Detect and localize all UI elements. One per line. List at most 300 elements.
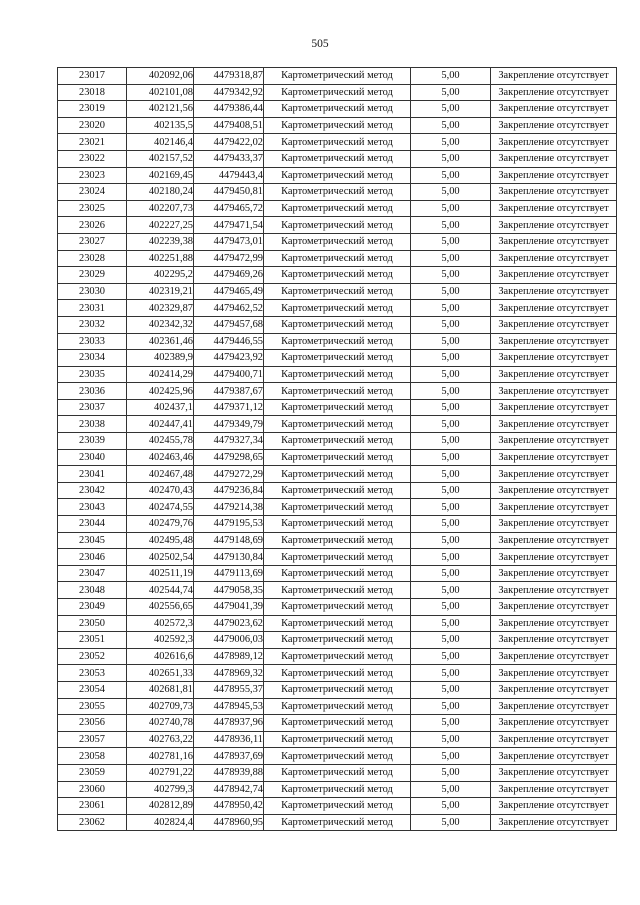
method-cell: Картометрический метод	[264, 482, 411, 499]
accuracy-cell: 5,00	[411, 698, 491, 715]
point-number-cell: 23017	[58, 68, 127, 85]
y-coordinate-cell: 4478989,12	[194, 648, 264, 665]
x-coordinate-cell: 402709,73	[127, 698, 194, 715]
method-cell: Картометрический метод	[264, 599, 411, 616]
point-number-cell: 23037	[58, 399, 127, 416]
y-coordinate-cell: 4478942,74	[194, 781, 264, 798]
coordinates-table	[57, 67, 617, 831]
y-coordinate-cell: 4479471,54	[194, 217, 264, 234]
point-number-cell: 23026	[58, 217, 127, 234]
table-row	[58, 416, 617, 433]
method-cell: Картометрический метод	[264, 814, 411, 831]
point-number-cell: 23059	[58, 764, 127, 781]
fixing-description-cell: Закрепление отсутствует	[491, 781, 617, 798]
fixing-description-cell: Закрепление отсутствует	[491, 233, 617, 250]
fixing-description-cell: Закрепление отсутствует	[491, 250, 617, 267]
table-row	[58, 366, 617, 383]
fixing-description-cell: Закрепление отсутствует	[491, 764, 617, 781]
method-cell: Картометрический метод	[264, 516, 411, 533]
fixing-description-cell: Закрепление отсутствует	[491, 200, 617, 217]
table-row	[58, 615, 617, 632]
y-coordinate-cell: 4479214,38	[194, 499, 264, 516]
point-number-cell: 23033	[58, 333, 127, 350]
point-number-cell: 23049	[58, 599, 127, 616]
method-cell: Картометрический метод	[264, 781, 411, 798]
accuracy-cell: 5,00	[411, 482, 491, 499]
y-coordinate-cell: 4479462,52	[194, 300, 264, 317]
method-cell: Картометрический метод	[264, 117, 411, 134]
table-row	[58, 814, 617, 831]
point-number-cell: 23029	[58, 267, 127, 284]
accuracy-cell: 5,00	[411, 383, 491, 400]
method-cell: Картометрический метод	[264, 184, 411, 201]
y-coordinate-cell: 4479465,72	[194, 200, 264, 217]
method-cell: Картометрический метод	[264, 449, 411, 466]
x-coordinate-cell: 402824,4	[127, 814, 194, 831]
method-cell: Картометрический метод	[264, 715, 411, 732]
fixing-description-cell: Закрепление отсутствует	[491, 449, 617, 466]
method-cell: Картометрический метод	[264, 532, 411, 549]
point-number-cell: 23050	[58, 615, 127, 632]
accuracy-cell: 5,00	[411, 150, 491, 167]
accuracy-cell: 5,00	[411, 350, 491, 367]
point-number-cell: 23022	[58, 150, 127, 167]
fixing-description-cell: Закрепление отсутствует	[491, 300, 617, 317]
x-coordinate-cell: 402361,46	[127, 333, 194, 350]
fixing-description-cell: Закрепление отсутствует	[491, 366, 617, 383]
fixing-description-cell: Закрепление отсутствует	[491, 184, 617, 201]
y-coordinate-cell: 4479408,51	[194, 117, 264, 134]
x-coordinate-cell: 402092,06	[127, 68, 194, 85]
point-number-cell: 23032	[58, 316, 127, 333]
x-coordinate-cell: 402740,78	[127, 715, 194, 732]
table-row	[58, 549, 617, 566]
x-coordinate-cell: 402227,25	[127, 217, 194, 234]
accuracy-cell: 5,00	[411, 814, 491, 831]
accuracy-cell: 5,00	[411, 599, 491, 616]
fixing-description-cell: Закрепление отсутствует	[491, 665, 617, 682]
method-cell: Картометрический метод	[264, 217, 411, 234]
y-coordinate-cell: 4479130,84	[194, 549, 264, 566]
method-cell: Картометрический метод	[264, 565, 411, 582]
point-number-cell: 23047	[58, 565, 127, 582]
point-number-cell: 23039	[58, 433, 127, 450]
table-row	[58, 565, 617, 582]
fixing-description-cell: Закрепление отсутствует	[491, 516, 617, 533]
y-coordinate-cell: 4479371,12	[194, 399, 264, 416]
x-coordinate-cell: 402470,43	[127, 482, 194, 499]
table-row	[58, 333, 617, 350]
point-number-cell: 23027	[58, 233, 127, 250]
method-cell: Картометрический метод	[264, 333, 411, 350]
y-coordinate-cell: 4479148,69	[194, 532, 264, 549]
table-row	[58, 681, 617, 698]
fixing-description-cell: Закрепление отсутствует	[491, 283, 617, 300]
method-cell: Картометрический метод	[264, 748, 411, 765]
x-coordinate-cell: 402135,5	[127, 117, 194, 134]
accuracy-cell: 5,00	[411, 117, 491, 134]
accuracy-cell: 5,00	[411, 366, 491, 383]
fixing-description-cell: Закрепление отсутствует	[491, 399, 617, 416]
x-coordinate-cell: 402616,6	[127, 648, 194, 665]
accuracy-cell: 5,00	[411, 731, 491, 748]
accuracy-cell: 5,00	[411, 565, 491, 582]
y-coordinate-cell: 4479457,68	[194, 316, 264, 333]
method-cell: Картометрический метод	[264, 499, 411, 516]
table-row	[58, 184, 617, 201]
method-cell: Картометрический метод	[264, 648, 411, 665]
accuracy-cell: 5,00	[411, 200, 491, 217]
x-coordinate-cell: 402572,3	[127, 615, 194, 632]
fixing-description-cell: Закрепление отсутствует	[491, 615, 617, 632]
accuracy-cell: 5,00	[411, 715, 491, 732]
table-row	[58, 781, 617, 798]
fixing-description-cell: Закрепление отсутствует	[491, 150, 617, 167]
x-coordinate-cell: 402121,56	[127, 101, 194, 118]
table-row	[58, 267, 617, 284]
x-coordinate-cell: 402763,22	[127, 731, 194, 748]
table-row	[58, 233, 617, 250]
method-cell: Картометрический метод	[264, 316, 411, 333]
table-row	[58, 449, 617, 466]
method-cell: Картометрический метод	[264, 150, 411, 167]
y-coordinate-cell: 4478945,53	[194, 698, 264, 715]
y-coordinate-cell: 4478937,69	[194, 748, 264, 765]
table-row	[58, 482, 617, 499]
method-cell: Картометрический метод	[264, 798, 411, 815]
x-coordinate-cell: 402207,73	[127, 200, 194, 217]
table-row	[58, 101, 617, 118]
point-number-cell: 23057	[58, 731, 127, 748]
table-row	[58, 715, 617, 732]
y-coordinate-cell: 4479327,34	[194, 433, 264, 450]
accuracy-cell: 5,00	[411, 516, 491, 533]
accuracy-cell: 5,00	[411, 582, 491, 599]
x-coordinate-cell: 402495,48	[127, 532, 194, 549]
y-coordinate-cell: 4479443,4	[194, 167, 264, 184]
x-coordinate-cell: 402146,4	[127, 134, 194, 151]
table-row	[58, 798, 617, 815]
accuracy-cell: 5,00	[411, 632, 491, 649]
x-coordinate-cell: 402791,22	[127, 764, 194, 781]
accuracy-cell: 5,00	[411, 101, 491, 118]
table-row	[58, 433, 617, 450]
y-coordinate-cell: 4479473,01	[194, 233, 264, 250]
table-row	[58, 350, 617, 367]
fixing-description-cell: Закрепление отсутствует	[491, 217, 617, 234]
point-number-cell: 23020	[58, 117, 127, 134]
table-row	[58, 150, 617, 167]
accuracy-cell: 5,00	[411, 449, 491, 466]
table-row	[58, 250, 617, 267]
x-coordinate-cell: 402474,55	[127, 499, 194, 516]
accuracy-cell: 5,00	[411, 648, 491, 665]
y-coordinate-cell: 4478937,96	[194, 715, 264, 732]
point-number-cell: 23030	[58, 283, 127, 300]
table-row	[58, 665, 617, 682]
y-coordinate-cell: 4479058,35	[194, 582, 264, 599]
y-coordinate-cell: 4478955,37	[194, 681, 264, 698]
table-row	[58, 84, 617, 101]
method-cell: Картометрический метод	[264, 134, 411, 151]
accuracy-cell: 5,00	[411, 300, 491, 317]
point-number-cell: 23021	[58, 134, 127, 151]
fixing-description-cell: Закрепление отсутствует	[491, 632, 617, 649]
fixing-description-cell: Закрепление отсутствует	[491, 731, 617, 748]
point-number-cell: 23018	[58, 84, 127, 101]
point-number-cell: 23060	[58, 781, 127, 798]
point-number-cell: 23040	[58, 449, 127, 466]
accuracy-cell: 5,00	[411, 283, 491, 300]
y-coordinate-cell: 4479349,79	[194, 416, 264, 433]
table-row	[58, 217, 617, 234]
table-row	[58, 316, 617, 333]
point-number-cell: 23044	[58, 516, 127, 533]
accuracy-cell: 5,00	[411, 167, 491, 184]
x-coordinate-cell: 402812,89	[127, 798, 194, 815]
y-coordinate-cell: 4479450,81	[194, 184, 264, 201]
point-number-cell: 23053	[58, 665, 127, 682]
table-row	[58, 466, 617, 483]
accuracy-cell: 5,00	[411, 433, 491, 450]
fixing-description-cell: Закрепление отсутствует	[491, 466, 617, 483]
fixing-description-cell: Закрепление отсутствует	[491, 798, 617, 815]
x-coordinate-cell: 402319,21	[127, 283, 194, 300]
accuracy-cell: 5,00	[411, 764, 491, 781]
fixing-description-cell: Закрепление отсутствует	[491, 68, 617, 85]
accuracy-cell: 5,00	[411, 68, 491, 85]
y-coordinate-cell: 4479446,55	[194, 333, 264, 350]
y-coordinate-cell: 4478950,42	[194, 798, 264, 815]
accuracy-cell: 5,00	[411, 416, 491, 433]
x-coordinate-cell: 402455,78	[127, 433, 194, 450]
point-number-cell: 23042	[58, 482, 127, 499]
method-cell: Картометрический метод	[264, 350, 411, 367]
y-coordinate-cell: 4479236,84	[194, 482, 264, 499]
x-coordinate-cell: 402425,96	[127, 383, 194, 400]
accuracy-cell: 5,00	[411, 681, 491, 698]
method-cell: Картометрический метод	[264, 433, 411, 450]
accuracy-cell: 5,00	[411, 798, 491, 815]
accuracy-cell: 5,00	[411, 84, 491, 101]
fixing-description-cell: Закрепление отсутствует	[491, 532, 617, 549]
method-cell: Картометрический метод	[264, 466, 411, 483]
table-row	[58, 117, 617, 134]
accuracy-cell: 5,00	[411, 549, 491, 566]
table-row	[58, 748, 617, 765]
method-cell: Картометрический метод	[264, 416, 411, 433]
point-number-cell: 23055	[58, 698, 127, 715]
y-coordinate-cell: 4479113,69	[194, 565, 264, 582]
x-coordinate-cell: 402651,33	[127, 665, 194, 682]
fixing-description-cell: Закрепление отсутствует	[491, 333, 617, 350]
point-number-cell: 23056	[58, 715, 127, 732]
fixing-description-cell: Закрепление отсутствует	[491, 681, 617, 698]
y-coordinate-cell: 4479387,67	[194, 383, 264, 400]
method-cell: Картометрический метод	[264, 68, 411, 85]
fixing-description-cell: Закрепление отсутствует	[491, 499, 617, 516]
method-cell: Картометрический метод	[264, 582, 411, 599]
table-row	[58, 532, 617, 549]
point-number-cell: 23031	[58, 300, 127, 317]
table-row	[58, 399, 617, 416]
point-number-cell: 23034	[58, 350, 127, 367]
fixing-description-cell: Закрепление отсутствует	[491, 350, 617, 367]
table-row	[58, 516, 617, 533]
table-row	[58, 283, 617, 300]
x-coordinate-cell: 402295,2	[127, 267, 194, 284]
table-row	[58, 698, 617, 715]
x-coordinate-cell: 402544,74	[127, 582, 194, 599]
page-number: 505	[311, 38, 329, 50]
x-coordinate-cell: 402463,46	[127, 449, 194, 466]
point-number-cell: 23025	[58, 200, 127, 217]
y-coordinate-cell: 4479298,65	[194, 449, 264, 466]
x-coordinate-cell: 402251,88	[127, 250, 194, 267]
accuracy-cell: 5,00	[411, 399, 491, 416]
x-coordinate-cell: 402180,24	[127, 184, 194, 201]
accuracy-cell: 5,00	[411, 134, 491, 151]
y-coordinate-cell: 4479006,03	[194, 632, 264, 649]
fixing-description-cell: Закрепление отсутствует	[491, 565, 617, 582]
coordinates-table-body	[58, 68, 617, 831]
point-number-cell: 23052	[58, 648, 127, 665]
point-number-cell: 23023	[58, 167, 127, 184]
method-cell: Картометрический метод	[264, 549, 411, 566]
x-coordinate-cell: 402781,16	[127, 748, 194, 765]
x-coordinate-cell: 402157,52	[127, 150, 194, 167]
fixing-description-cell: Закрепление отсутствует	[491, 433, 617, 450]
y-coordinate-cell: 4479465,49	[194, 283, 264, 300]
x-coordinate-cell: 402502,54	[127, 549, 194, 566]
accuracy-cell: 5,00	[411, 781, 491, 798]
point-number-cell: 23019	[58, 101, 127, 118]
table-row	[58, 68, 617, 85]
point-number-cell: 23062	[58, 814, 127, 831]
point-number-cell: 23028	[58, 250, 127, 267]
point-number-cell: 23051	[58, 632, 127, 649]
table-row	[58, 731, 617, 748]
method-cell: Картометрический метод	[264, 731, 411, 748]
point-number-cell: 23046	[58, 549, 127, 566]
x-coordinate-cell: 402799,3	[127, 781, 194, 798]
point-number-cell: 23045	[58, 532, 127, 549]
x-coordinate-cell: 402239,38	[127, 233, 194, 250]
method-cell: Картометрический метод	[264, 399, 411, 416]
method-cell: Картометрический метод	[264, 267, 411, 284]
point-number-cell: 23038	[58, 416, 127, 433]
fixing-description-cell: Закрепление отсутствует	[491, 84, 617, 101]
table-row	[58, 383, 617, 400]
x-coordinate-cell: 402329,87	[127, 300, 194, 317]
method-cell: Картометрический метод	[264, 665, 411, 682]
y-coordinate-cell: 4479400,71	[194, 366, 264, 383]
x-coordinate-cell: 402511,19	[127, 565, 194, 582]
fixing-description-cell: Закрепление отсутствует	[491, 134, 617, 151]
accuracy-cell: 5,00	[411, 665, 491, 682]
fixing-description-cell: Закрепление отсутствует	[491, 117, 617, 134]
table-row	[58, 648, 617, 665]
accuracy-cell: 5,00	[411, 250, 491, 267]
x-coordinate-cell: 402437,1	[127, 399, 194, 416]
y-coordinate-cell: 4479272,29	[194, 466, 264, 483]
accuracy-cell: 5,00	[411, 532, 491, 549]
point-number-cell: 23043	[58, 499, 127, 516]
fixing-description-cell: Закрепление отсутствует	[491, 482, 617, 499]
accuracy-cell: 5,00	[411, 499, 491, 516]
table-row	[58, 200, 617, 217]
y-coordinate-cell: 4479195,53	[194, 516, 264, 533]
method-cell: Картометрический метод	[264, 764, 411, 781]
y-coordinate-cell: 4478936,11	[194, 731, 264, 748]
method-cell: Картометрический метод	[264, 233, 411, 250]
y-coordinate-cell: 4478969,32	[194, 665, 264, 682]
method-cell: Картометрический метод	[264, 250, 411, 267]
x-coordinate-cell: 402414,29	[127, 366, 194, 383]
fixing-description-cell: Закрепление отсутствует	[491, 715, 617, 732]
method-cell: Картометрический метод	[264, 200, 411, 217]
x-coordinate-cell: 402556,65	[127, 599, 194, 616]
y-coordinate-cell: 4478960,95	[194, 814, 264, 831]
method-cell: Картометрический метод	[264, 84, 411, 101]
x-coordinate-cell: 402681,81	[127, 681, 194, 698]
accuracy-cell: 5,00	[411, 333, 491, 350]
x-coordinate-cell: 402592,3	[127, 632, 194, 649]
fixing-description-cell: Закрепление отсутствует	[491, 316, 617, 333]
fixing-description-cell: Закрепление отсутствует	[491, 167, 617, 184]
table-row	[58, 499, 617, 516]
y-coordinate-cell: 4479422,02	[194, 134, 264, 151]
method-cell: Картометрический метод	[264, 101, 411, 118]
x-coordinate-cell: 402342,32	[127, 316, 194, 333]
accuracy-cell: 5,00	[411, 233, 491, 250]
method-cell: Картометрический метод	[264, 283, 411, 300]
fixing-description-cell: Закрепление отсутствует	[491, 549, 617, 566]
fixing-description-cell: Закрепление отсутствует	[491, 267, 617, 284]
accuracy-cell: 5,00	[411, 217, 491, 234]
x-coordinate-cell: 402389,9	[127, 350, 194, 367]
fixing-description-cell: Закрепление отсутствует	[491, 383, 617, 400]
point-number-cell: 23035	[58, 366, 127, 383]
method-cell: Картометрический метод	[264, 698, 411, 715]
table-row	[58, 300, 617, 317]
y-coordinate-cell: 4479041,39	[194, 599, 264, 616]
accuracy-cell: 5,00	[411, 615, 491, 632]
x-coordinate-cell: 402479,76	[127, 516, 194, 533]
fixing-description-cell: Закрепление отсутствует	[491, 698, 617, 715]
y-coordinate-cell: 4479472,99	[194, 250, 264, 267]
table-row	[58, 134, 617, 151]
method-cell: Картометрический метод	[264, 632, 411, 649]
fixing-description-cell: Закрепление отсутствует	[491, 582, 617, 599]
fixing-description-cell: Закрепление отсутствует	[491, 416, 617, 433]
method-cell: Картометрический метод	[264, 681, 411, 698]
method-cell: Картометрический метод	[264, 366, 411, 383]
y-coordinate-cell: 4479423,92	[194, 350, 264, 367]
y-coordinate-cell: 4479023,62	[194, 615, 264, 632]
point-number-cell: 23061	[58, 798, 127, 815]
point-number-cell: 23041	[58, 466, 127, 483]
point-number-cell: 23054	[58, 681, 127, 698]
y-coordinate-cell: 4479433,37	[194, 150, 264, 167]
accuracy-cell: 5,00	[411, 748, 491, 765]
accuracy-cell: 5,00	[411, 466, 491, 483]
fixing-description-cell: Закрепление отсутствует	[491, 748, 617, 765]
table-row	[58, 632, 617, 649]
y-coordinate-cell: 4479386,44	[194, 101, 264, 118]
y-coordinate-cell: 4479469,26	[194, 267, 264, 284]
table-row	[58, 167, 617, 184]
